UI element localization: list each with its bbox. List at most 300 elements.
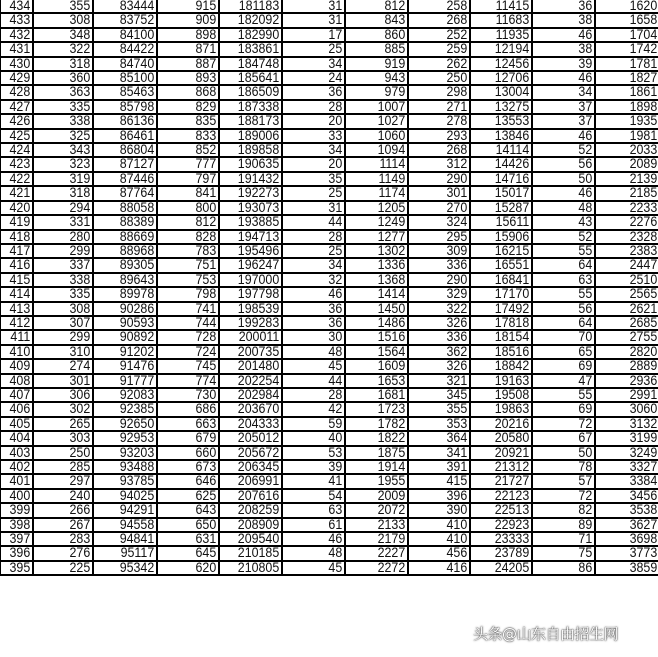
value-cell: 36	[287, 85, 345, 99]
value-cell: 1277	[350, 230, 408, 244]
value-cell: 20216	[475, 417, 532, 431]
value-cell: 16551	[475, 258, 532, 272]
value-cell: 52	[537, 230, 595, 244]
value-cell: 205012	[224, 431, 282, 445]
value-cell: 25	[287, 244, 345, 258]
value-cell: 195496	[224, 244, 282, 258]
value-cell: 2510	[600, 273, 658, 287]
value-cell: 730	[162, 388, 219, 402]
value-cell: 673	[162, 460, 219, 474]
value-cell: 3199	[600, 431, 658, 445]
value-cell: 860	[350, 28, 408, 42]
value-cell: 1981	[600, 129, 658, 143]
value-cell: 306	[38, 388, 93, 402]
value-cell: 1027	[350, 114, 408, 128]
table-row	[0, 431, 658, 445]
value-cell: 193885	[224, 215, 282, 229]
value-cell: 322	[413, 302, 470, 316]
score-cell: 403	[3, 446, 33, 460]
value-cell: 64	[537, 316, 595, 330]
table-row	[0, 330, 658, 344]
value-cell: 61	[287, 518, 345, 532]
value-cell: 31	[287, 0, 345, 13]
table-row	[0, 157, 658, 171]
value-cell: 777	[162, 157, 219, 171]
value-cell: 46	[287, 287, 345, 301]
score-cell: 416	[3, 258, 33, 272]
value-cell: 34	[537, 85, 595, 99]
value-cell: 871	[162, 42, 219, 56]
value-cell: 94841	[98, 532, 157, 546]
value-cell: 2033	[600, 143, 658, 157]
score-cell: 397	[3, 532, 33, 546]
value-cell: 295	[413, 230, 470, 244]
value-cell: 63	[287, 503, 345, 517]
value-cell: 643	[162, 503, 219, 517]
value-cell: 13846	[475, 129, 532, 143]
value-cell: 69	[537, 359, 595, 373]
value-cell: 631	[162, 532, 219, 546]
value-cell: 265	[38, 417, 93, 431]
value-cell: 92650	[98, 417, 157, 431]
value-cell: 318	[38, 57, 93, 71]
value-cell: 54	[287, 489, 345, 503]
value-cell: 252	[413, 28, 470, 42]
value-cell: 50	[537, 446, 595, 460]
value-cell: 363	[38, 85, 93, 99]
value-cell: 321	[413, 374, 470, 388]
value-cell: 355	[413, 402, 470, 416]
score-cell: 418	[3, 230, 33, 244]
value-cell: 36	[537, 0, 595, 13]
value-cell: 326	[413, 316, 470, 330]
table-row	[0, 71, 658, 85]
table-row	[0, 172, 658, 186]
value-cell: 34	[287, 143, 345, 157]
score-cell: 401	[3, 474, 33, 488]
score-cell: 396	[3, 546, 33, 560]
value-cell: 909	[162, 13, 219, 27]
score-cell: 424	[3, 143, 33, 157]
value-cell: 325	[38, 129, 93, 143]
value-cell: 312	[413, 157, 470, 171]
value-cell: 91202	[98, 345, 157, 359]
value-cell: 1742	[600, 42, 658, 56]
score-cell: 399	[3, 503, 33, 517]
value-cell: 303	[38, 431, 93, 445]
value-cell: 85798	[98, 100, 157, 114]
value-cell: 12456	[475, 57, 532, 71]
value-cell: 1114	[350, 157, 408, 171]
value-cell: 898	[162, 28, 219, 42]
value-cell: 88058	[98, 201, 157, 215]
value-cell: 841	[162, 186, 219, 200]
value-cell: 1205	[350, 201, 408, 215]
value-cell: 71	[537, 532, 595, 546]
value-cell: 276	[38, 546, 93, 560]
value-cell: 919	[350, 57, 408, 71]
score-cell: 411	[3, 330, 33, 344]
value-cell: 396	[413, 489, 470, 503]
value-cell: 210805	[224, 561, 282, 575]
value-cell: 3698	[600, 532, 658, 546]
value-cell: 47	[537, 374, 595, 388]
value-cell: 38	[537, 42, 595, 56]
value-cell: 208259	[224, 503, 282, 517]
value-cell: 2565	[600, 287, 658, 301]
value-cell: 271	[413, 100, 470, 114]
table-row	[0, 359, 658, 373]
value-cell: 186509	[224, 85, 282, 99]
value-cell: 1149	[350, 172, 408, 186]
table-row	[0, 417, 658, 431]
table-row	[0, 561, 658, 575]
value-cell: 390	[413, 503, 470, 517]
score-cell: 431	[3, 42, 33, 56]
value-cell: 84100	[98, 28, 157, 42]
value-cell: 14114	[475, 143, 532, 157]
value-cell: 1781	[600, 57, 658, 71]
value-cell: 17492	[475, 302, 532, 316]
value-cell: 353	[413, 417, 470, 431]
value-cell: 84422	[98, 42, 157, 56]
value-cell: 20	[287, 157, 345, 171]
value-cell: 812	[350, 0, 408, 13]
value-cell: 197798	[224, 287, 282, 301]
value-cell: 310	[38, 345, 93, 359]
value-cell: 355	[38, 0, 93, 13]
value-cell: 331	[38, 215, 93, 229]
score-cell: 400	[3, 489, 33, 503]
value-cell: 679	[162, 431, 219, 445]
value-cell: 336	[413, 258, 470, 272]
value-cell: 16215	[475, 244, 532, 258]
value-cell: 301	[413, 186, 470, 200]
value-cell: 48	[287, 345, 345, 359]
value-cell: 2820	[600, 345, 658, 359]
value-cell: 70	[537, 330, 595, 344]
table-row	[0, 57, 658, 71]
score-cell: 421	[3, 186, 33, 200]
value-cell: 620	[162, 561, 219, 575]
value-cell: 2755	[600, 330, 658, 344]
value-cell: 83752	[98, 13, 157, 27]
table-row	[0, 374, 658, 388]
value-cell: 3249	[600, 446, 658, 460]
score-cell: 412	[3, 316, 33, 330]
value-cell: 88389	[98, 215, 157, 229]
value-cell: 302	[38, 402, 93, 416]
score-cell: 415	[3, 273, 33, 287]
value-cell: 301	[38, 374, 93, 388]
value-cell: 67	[537, 431, 595, 445]
value-cell: 17	[287, 28, 345, 42]
value-cell: 1653	[350, 374, 408, 388]
value-cell: 337	[38, 258, 93, 272]
value-cell: 2889	[600, 359, 658, 373]
value-cell: 13553	[475, 114, 532, 128]
value-cell: 268	[413, 13, 470, 27]
value-cell: 294	[38, 201, 93, 215]
score-cell: 430	[3, 57, 33, 71]
value-cell: 22123	[475, 489, 532, 503]
value-cell: 1782	[350, 417, 408, 431]
value-cell: 85463	[98, 85, 157, 99]
value-cell: 38	[537, 13, 595, 27]
value-cell: 69	[537, 402, 595, 416]
value-cell: 187338	[224, 100, 282, 114]
value-cell: 200011	[224, 330, 282, 344]
value-cell: 2179	[350, 532, 408, 546]
value-cell: 12706	[475, 71, 532, 85]
value-cell: 21312	[475, 460, 532, 474]
value-cell: 35	[287, 172, 345, 186]
score-cell: 425	[3, 129, 33, 143]
value-cell: 885	[350, 42, 408, 56]
value-cell: 15906	[475, 230, 532, 244]
value-cell: 28	[287, 230, 345, 244]
value-cell: 18516	[475, 345, 532, 359]
value-cell: 3060	[600, 402, 658, 416]
value-cell: 11935	[475, 28, 532, 42]
value-cell: 196247	[224, 258, 282, 272]
value-cell: 812	[162, 215, 219, 229]
value-cell: 1914	[350, 460, 408, 474]
score-cell: 407	[3, 388, 33, 402]
value-cell: 266	[38, 503, 93, 517]
value-cell: 852	[162, 143, 219, 157]
score-cell: 404	[3, 431, 33, 445]
value-cell: 744	[162, 316, 219, 330]
value-cell: 2272	[350, 561, 408, 575]
value-cell: 94558	[98, 518, 157, 532]
value-cell: 798	[162, 287, 219, 301]
value-cell: 25	[287, 186, 345, 200]
value-cell: 2621	[600, 302, 658, 316]
score-cell: 398	[3, 518, 33, 532]
value-cell: 91476	[98, 359, 157, 373]
value-cell: 48	[537, 201, 595, 215]
value-cell: 14716	[475, 172, 532, 186]
value-cell: 259	[413, 42, 470, 56]
value-cell: 23333	[475, 532, 532, 546]
value-cell: 33	[287, 129, 345, 143]
value-cell: 2936	[600, 374, 658, 388]
value-cell: 1704	[600, 28, 658, 42]
score-cell: 414	[3, 287, 33, 301]
value-cell: 11683	[475, 13, 532, 27]
value-cell: 833	[162, 129, 219, 143]
value-cell: 250	[38, 446, 93, 460]
watermark: 头条@山东自由招生网	[473, 625, 619, 643]
score-cell: 428	[3, 85, 33, 99]
value-cell: 1822	[350, 431, 408, 445]
value-cell: 250	[413, 71, 470, 85]
value-cell: 40	[287, 431, 345, 445]
value-cell: 202984	[224, 388, 282, 402]
value-cell: 415	[413, 474, 470, 488]
value-cell: 979	[350, 85, 408, 99]
value-cell: 646	[162, 474, 219, 488]
value-cell: 335	[38, 100, 93, 114]
value-cell: 645	[162, 546, 219, 560]
value-cell: 362	[413, 345, 470, 359]
value-cell: 319	[38, 172, 93, 186]
value-cell: 36	[287, 316, 345, 330]
value-cell: 14426	[475, 157, 532, 171]
value-cell: 309	[413, 244, 470, 258]
value-cell: 343	[38, 143, 93, 157]
score-cell: 410	[3, 345, 33, 359]
table-row	[0, 114, 658, 128]
value-cell: 192273	[224, 186, 282, 200]
value-cell: 1414	[350, 287, 408, 301]
value-cell: 829	[162, 100, 219, 114]
value-cell: 283	[38, 532, 93, 546]
value-cell: 285	[38, 460, 93, 474]
value-cell: 2133	[350, 518, 408, 532]
table-row	[0, 345, 658, 359]
value-cell: 724	[162, 345, 219, 359]
value-cell: 745	[162, 359, 219, 373]
value-cell: 19863	[475, 402, 532, 416]
value-cell: 2185	[600, 186, 658, 200]
value-cell: 36	[287, 302, 345, 316]
value-cell: 55	[537, 287, 595, 301]
value-cell: 28	[287, 388, 345, 402]
value-cell: 55	[537, 244, 595, 258]
value-cell: 2383	[600, 244, 658, 258]
value-cell: 19163	[475, 374, 532, 388]
value-cell: 1007	[350, 100, 408, 114]
value-cell: 391	[413, 460, 470, 474]
value-cell: 774	[162, 374, 219, 388]
value-cell: 1450	[350, 302, 408, 316]
value-cell: 37	[537, 100, 595, 114]
score-cell: 417	[3, 244, 33, 258]
value-cell: 86461	[98, 129, 157, 143]
value-cell: 32	[287, 273, 345, 287]
value-cell: 15611	[475, 215, 532, 229]
value-cell: 324	[413, 215, 470, 229]
value-cell: 88669	[98, 230, 157, 244]
table-row	[0, 28, 658, 42]
value-cell: 416	[413, 561, 470, 575]
value-cell: 46	[537, 71, 595, 85]
value-cell: 28	[287, 100, 345, 114]
value-cell: 88968	[98, 244, 157, 258]
value-cell: 13275	[475, 100, 532, 114]
value-cell: 95342	[98, 561, 157, 575]
value-cell: 205672	[224, 446, 282, 460]
value-cell: 323	[38, 157, 93, 171]
value-cell: 338	[38, 273, 93, 287]
value-cell: 1368	[350, 273, 408, 287]
value-cell: 240	[38, 489, 93, 503]
value-cell: 65	[537, 345, 595, 359]
value-cell: 728	[162, 330, 219, 344]
value-cell: 660	[162, 446, 219, 460]
value-cell: 17818	[475, 316, 532, 330]
value-cell: 299	[38, 330, 93, 344]
value-cell: 72	[537, 417, 595, 431]
value-cell: 2139	[600, 172, 658, 186]
value-cell: 280	[38, 230, 93, 244]
value-cell: 208909	[224, 518, 282, 532]
value-cell: 181183	[224, 0, 282, 13]
value-cell: 75	[537, 546, 595, 560]
table-row	[0, 13, 658, 27]
value-cell: 3456	[600, 489, 658, 503]
score-cell: 405	[3, 417, 33, 431]
value-cell: 1827	[600, 71, 658, 85]
value-cell: 83444	[98, 0, 157, 13]
score-cell: 429	[3, 71, 33, 85]
value-cell: 56	[537, 157, 595, 171]
value-cell: 193073	[224, 201, 282, 215]
value-cell: 19508	[475, 388, 532, 402]
value-cell: 835	[162, 114, 219, 128]
table-row	[0, 0, 658, 13]
value-cell: 21727	[475, 474, 532, 488]
table-row	[0, 143, 658, 157]
table-row	[0, 244, 658, 258]
value-cell: 13004	[475, 85, 532, 99]
value-cell: 43	[537, 215, 595, 229]
value-cell: 89305	[98, 258, 157, 272]
value-cell: 1681	[350, 388, 408, 402]
table-row	[0, 100, 658, 114]
value-cell: 2227	[350, 546, 408, 560]
value-cell: 741	[162, 302, 219, 316]
value-cell: 299	[38, 244, 93, 258]
value-cell: 86136	[98, 114, 157, 128]
value-cell: 20580	[475, 431, 532, 445]
table-row	[0, 460, 658, 474]
value-cell: 210185	[224, 546, 282, 560]
value-cell: 182990	[224, 28, 282, 42]
value-cell: 298	[413, 85, 470, 99]
value-cell: 87446	[98, 172, 157, 186]
table-row	[0, 215, 658, 229]
value-cell: 329	[413, 287, 470, 301]
value-cell: 3627	[600, 518, 658, 532]
value-cell: 262	[413, 57, 470, 71]
value-cell: 751	[162, 258, 219, 272]
value-cell: 348	[38, 28, 93, 42]
score-cell: 409	[3, 359, 33, 373]
value-cell: 270	[413, 201, 470, 215]
value-cell: 364	[413, 431, 470, 445]
value-cell: 194713	[224, 230, 282, 244]
value-cell: 184748	[224, 57, 282, 71]
value-cell: 45	[287, 561, 345, 575]
value-cell: 86804	[98, 143, 157, 157]
value-cell: 50	[537, 172, 595, 186]
table-row	[0, 258, 658, 272]
value-cell: 52	[537, 143, 595, 157]
table-row	[0, 402, 658, 416]
score-cell: 420	[3, 201, 33, 215]
value-cell: 204333	[224, 417, 282, 431]
value-cell: 278	[413, 114, 470, 128]
value-cell: 30	[287, 330, 345, 344]
value-cell: 46	[537, 28, 595, 42]
value-cell: 23789	[475, 546, 532, 560]
value-cell: 56	[537, 302, 595, 316]
table-row	[0, 388, 658, 402]
score-cell: 426	[3, 114, 33, 128]
